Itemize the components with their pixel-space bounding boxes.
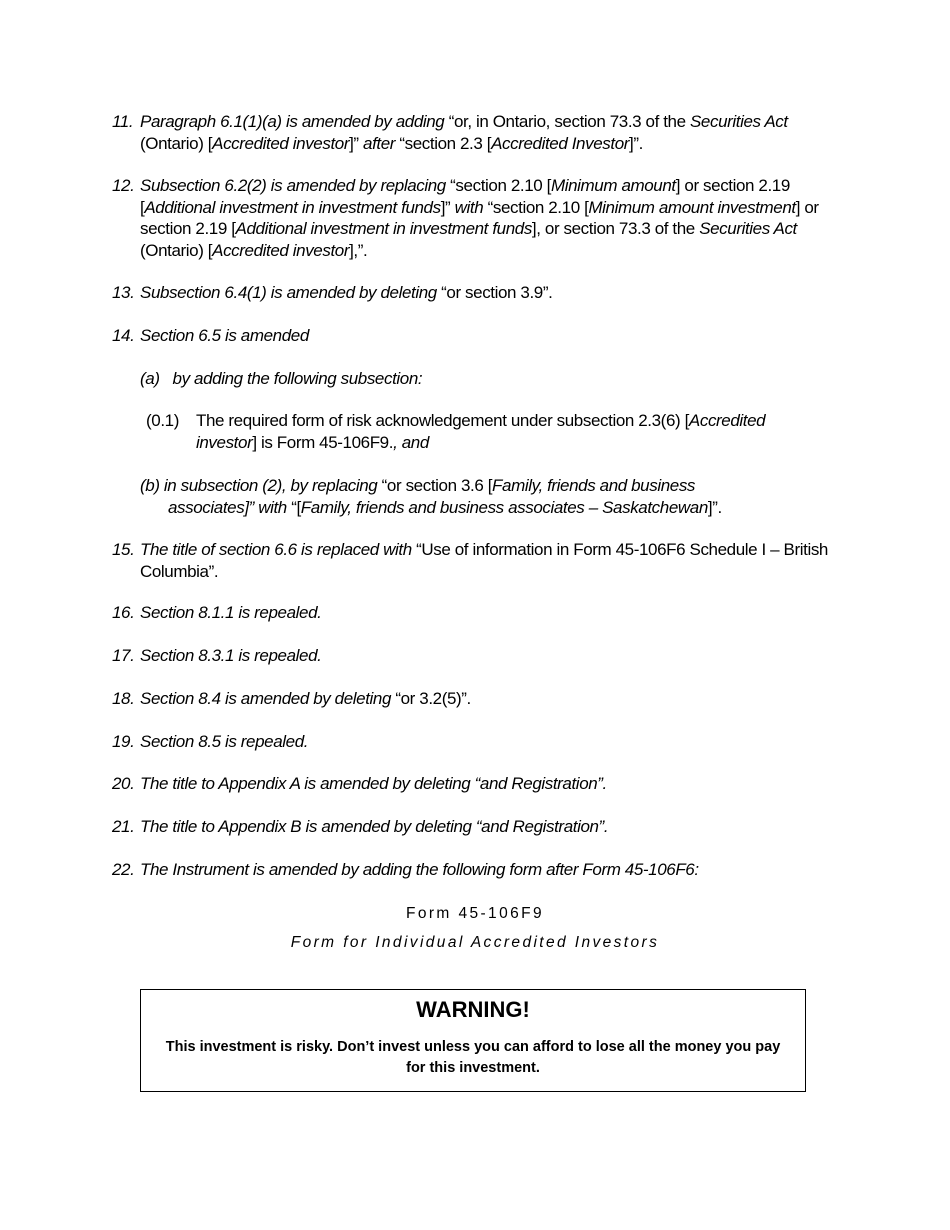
- amendment-20: [112, 773, 840, 795]
- item-number: 12.: [112, 176, 135, 195]
- amendment-13: [112, 282, 840, 304]
- text-run: The Instrument is amended by adding the following form after Form 45-106F6:: [140, 860, 699, 879]
- text-run: “section 2.10 [: [487, 197, 589, 217]
- text-run: Section 8.1.1 is repealed.: [140, 603, 322, 622]
- text-run: Minimum amount investment: [588, 197, 796, 217]
- text-run: after: [358, 133, 400, 153]
- text-run: “or, in Ontario, section 73.3 of the: [448, 112, 690, 131]
- text-run: Additional investment in investment funds: [144, 197, 441, 217]
- text-run: The title of section 6.6 is replaced with: [140, 540, 417, 559]
- text-run: Minimum amount: [550, 176, 676, 195]
- text-run: “or 3.2(5)”.: [395, 689, 471, 708]
- item-number: 16.: [112, 603, 135, 622]
- text-run: ] or section 2.19 [: [140, 197, 819, 238]
- warning-box: [140, 989, 806, 1092]
- text-run: ], or section 73.3 of the: [531, 219, 700, 238]
- amendment-14: [112, 325, 840, 347]
- text-run: ]”: [349, 133, 359, 153]
- item-number: 21.: [112, 817, 135, 836]
- text-run: Subsection 6.4(1) is amended by deleting: [140, 283, 442, 302]
- item-text: [140, 645, 840, 667]
- text-run: “or section 3.6 [: [381, 476, 493, 495]
- item-number: 14.: [112, 326, 135, 345]
- amendment-15: [112, 539, 840, 582]
- item-text: [140, 859, 840, 881]
- warning-body: This investment is risky. Don’t invest unless you can afford to lose all the money you pay for this investment.: [165, 1039, 781, 1076]
- text-run: (Ontario) [: [140, 240, 213, 260]
- subsection-0-1: [146, 410, 806, 453]
- item-text: [140, 816, 840, 838]
- amendment-17: [112, 645, 840, 667]
- text-run: ] or section 2.19 [: [140, 176, 790, 217]
- amendment-19: [112, 731, 840, 753]
- item-number: 20.: [112, 774, 135, 793]
- text-run: ]”.: [629, 133, 643, 153]
- item-text: [140, 175, 840, 261]
- item-text: [140, 539, 840, 582]
- text-run: Family, friends and business associates – Saskatchewan: [300, 497, 708, 517]
- subsection-text: [196, 410, 806, 453]
- item-text: [140, 111, 840, 154]
- text-run: (Ontario) [: [140, 133, 213, 153]
- text-run: Accredited investor: [196, 411, 766, 452]
- text-run: “or section 3.9”.: [441, 283, 553, 302]
- text-run: ]”.: [707, 497, 722, 517]
- item-number: 18.: [112, 689, 135, 708]
- item-number: 13.: [112, 283, 135, 302]
- text-run: Family, friends and business associates: [168, 476, 696, 517]
- form-title: Form 45-106F9: [405, 905, 545, 922]
- text-run: “section 2.10 [: [450, 176, 551, 195]
- text-run: Section 8.4 is amended by deleting: [140, 689, 396, 708]
- item-text: [140, 602, 840, 624]
- text-run: , and: [393, 432, 429, 452]
- text-run: Section 8.5 is repealed.: [140, 732, 309, 751]
- subsection-a: (a) by adding the following subsection:: [140, 369, 423, 388]
- subsection-label: (0.1): [146, 411, 179, 430]
- text-run: Subsection 6.2(2) is amended by replacing: [140, 176, 451, 195]
- item-text: [140, 773, 840, 795]
- item-number: 19.: [112, 732, 135, 751]
- warning-title: WARNING!: [416, 997, 530, 1022]
- item-text: [140, 325, 840, 347]
- text-run: Section 8.3.1 is repealed.: [140, 646, 322, 665]
- text-run: “[: [291, 497, 301, 517]
- amendment-21: [112, 816, 840, 838]
- amendment-11: [112, 111, 840, 154]
- text-run: “section 2.3 [: [399, 133, 492, 153]
- item-number: 17.: [112, 646, 135, 665]
- text-run: Section 6.5 is amended: [140, 326, 309, 345]
- text-run: The required form of risk acknowledgement under subsection 2.3(6) [: [196, 411, 689, 430]
- text-run: The title to Appendix A is amended by deleting “and Registration”.: [140, 774, 607, 793]
- text-run: Additional investment in investment funds: [235, 219, 532, 238]
- item-text: [140, 282, 840, 304]
- text-run: Securities Act: [699, 219, 797, 238]
- text-run: Securities Act: [689, 112, 788, 131]
- subsection-b-text: [140, 475, 780, 518]
- text-run: Accredited Investor: [491, 133, 630, 153]
- form-subtitle: Form for Individual Accredited Investors: [290, 934, 660, 951]
- item-text: [140, 688, 840, 710]
- amendment-16: [112, 602, 840, 624]
- item-number: 22.: [112, 860, 135, 879]
- text-run: ]” with: [244, 497, 292, 517]
- subsection-b: [140, 475, 780, 518]
- text-run: Accredited investor: [212, 240, 350, 260]
- amendment-12: [112, 175, 840, 261]
- item-text: [140, 731, 840, 753]
- text-run: Paragraph 6.1(1)(a) is amended by adding: [140, 112, 449, 131]
- text-run: The title to Appendix B is amended by deleting “and Registration”.: [140, 817, 609, 836]
- item-number: 15.: [112, 540, 135, 559]
- text-run: ]”: [440, 197, 455, 217]
- amendment-22: [112, 859, 840, 881]
- text-run: ] is Form 45-106F9.: [252, 432, 394, 452]
- item-number: 11.: [112, 112, 134, 131]
- text-run: with: [454, 197, 488, 217]
- amendment-18: [112, 688, 840, 710]
- text-run: “Use of information in Form 45-106F6 Schedule I – British Columbia”.: [140, 540, 828, 581]
- text-run: (b) in subsection (2), by replacing: [140, 476, 382, 495]
- text-run: ],”.: [349, 240, 368, 260]
- text-run: Accredited investor: [212, 133, 350, 153]
